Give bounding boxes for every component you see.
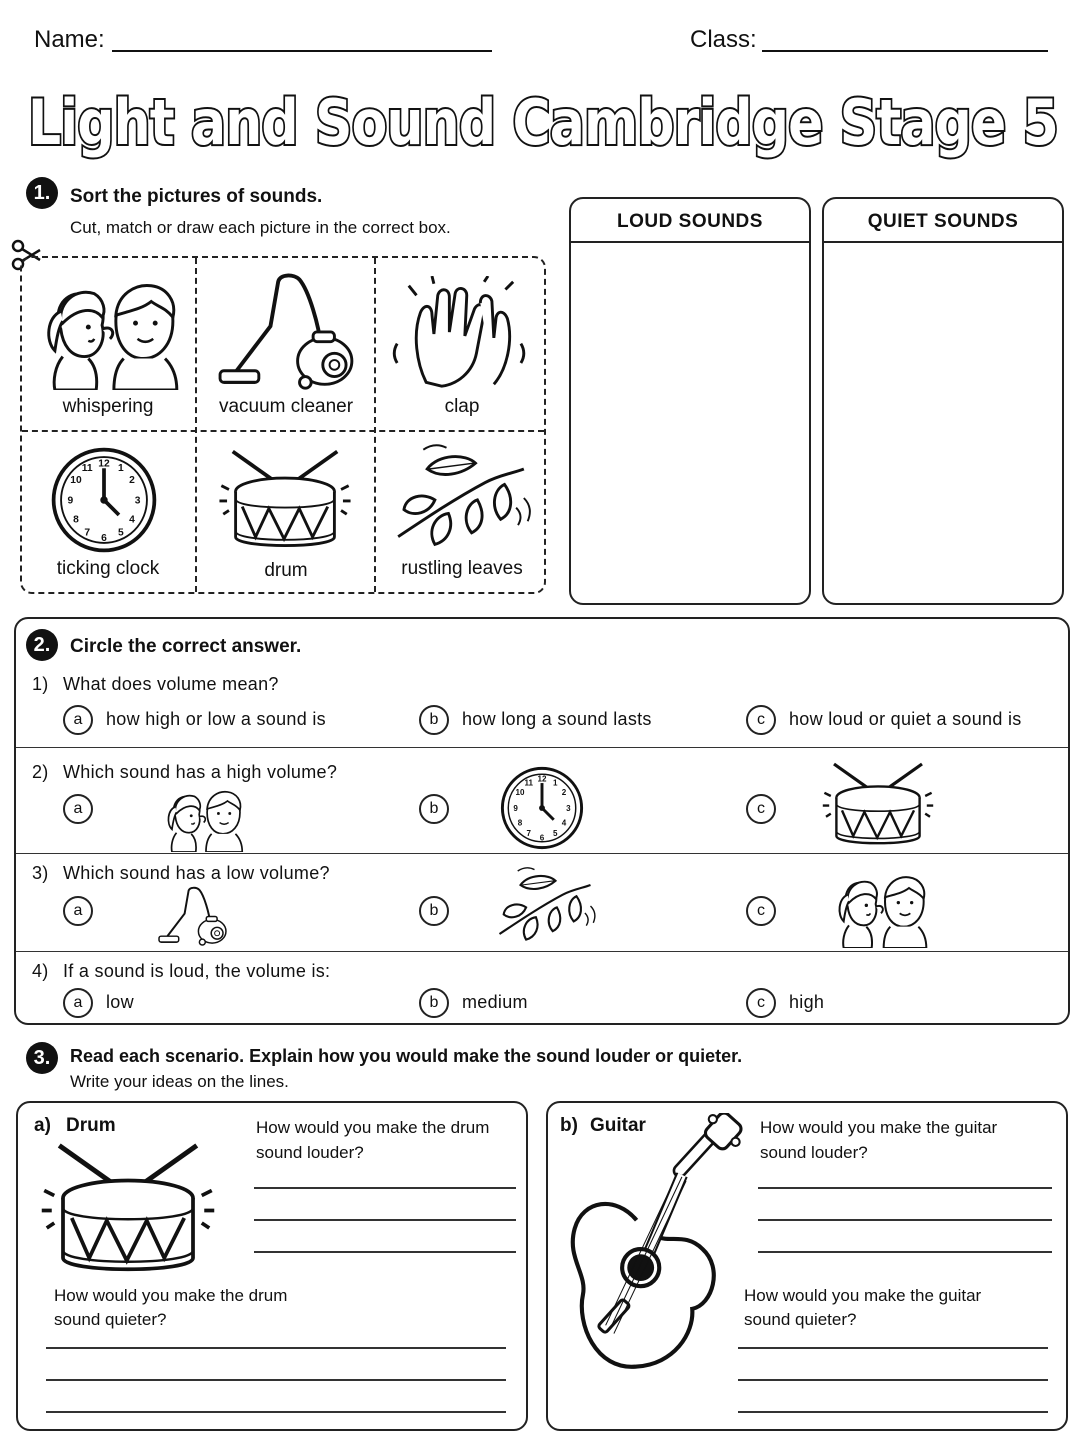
q2-option-c[interactable]: c	[746, 794, 776, 824]
guitar-quieter-line-2[interactable]	[738, 1379, 1048, 1381]
name-label: Name:	[34, 26, 105, 53]
q1-number: 1)	[32, 674, 49, 694]
picture-label-vacuum-cleaner: vacuum cleaner	[218, 396, 354, 417]
q4-text: If a sound is loud, the volume is:	[63, 961, 331, 981]
drum-label: a)	[34, 1115, 51, 1136]
class-label: Class:	[690, 26, 757, 53]
drum-title: Drum	[66, 1115, 116, 1136]
q4-option-a-text[interactable]: low	[106, 992, 134, 1012]
drum-louder-line-1[interactable]	[254, 1187, 516, 1189]
class-write-line[interactable]	[762, 50, 1048, 52]
drum-louder-question-2: sound louder?	[256, 1143, 364, 1162]
rustling-leaves-icon[interactable]	[386, 440, 536, 556]
picture-label-whispering: whispering	[62, 396, 154, 417]
q4-option-c[interactable]: c	[746, 988, 776, 1018]
guitar-louder-line-2[interactable]	[758, 1219, 1052, 1221]
quiet-sounds-box[interactable]	[822, 197, 1064, 605]
drum-louder-question-1: How would you make the drum	[256, 1118, 490, 1137]
picture-label-ticking-clock: ticking clock	[56, 558, 160, 579]
whispering-icon[interactable]	[824, 868, 934, 948]
q1-option-a[interactable]: a	[63, 705, 93, 735]
page-title	[0, 62, 1086, 174]
guitar-quieter-line-1[interactable]	[738, 1347, 1048, 1349]
drum-quieter-line-2[interactable]	[46, 1379, 506, 1381]
section3-subtitle: Write your ideas on the lines.	[70, 1072, 289, 1091]
guitar-quieter-line-3[interactable]	[738, 1411, 1048, 1413]
q3-number: 3)	[32, 863, 49, 883]
guitar-louder-line-1[interactable]	[758, 1187, 1052, 1189]
q2-option-b[interactable]: b	[419, 794, 449, 824]
drum-louder-line-2[interactable]	[254, 1219, 516, 1221]
q2-number: 2)	[32, 762, 49, 782]
section3-title: Read each scenario. Explain how you would make the sound louder or quieter.	[70, 1046, 743, 1066]
drum-icon[interactable]	[816, 756, 940, 852]
drum-quieter-line-3[interactable]	[46, 1411, 506, 1413]
section2-title: Circle the correct answer.	[70, 636, 302, 657]
section1-badge: 1.	[26, 177, 58, 209]
q2-option-a[interactable]: a	[63, 794, 93, 824]
cut-out-pictures-grid	[20, 256, 546, 594]
q3-option-a[interactable]: a	[63, 896, 93, 926]
q1-option-c[interactable]: c	[746, 705, 776, 735]
guitar-louder-question-2: sound louder?	[760, 1143, 868, 1162]
drum-quieter-line-1[interactable]	[46, 1347, 506, 1349]
q1-option-b-text[interactable]: how long a sound lasts	[462, 709, 652, 729]
whispering-icon[interactable]	[32, 272, 182, 390]
section1-subtitle: Cut, match or draw each picture in the correct box.	[70, 218, 451, 237]
guitar-louder-question-1: How would you make the guitar	[760, 1118, 998, 1137]
section1-title: Sort the pictures of sounds.	[70, 186, 323, 207]
guitar-scenario-panel	[546, 1101, 1068, 1431]
q4-option-b[interactable]: b	[419, 988, 449, 1018]
clock-icon[interactable]	[498, 764, 586, 852]
q1-option-c-text[interactable]: how loud or quiet a sound is	[789, 709, 1022, 729]
whispering-icon[interactable]	[152, 784, 252, 852]
section2-badge: 2.	[26, 629, 58, 661]
guitar-quieter-question-2: sound quieter?	[744, 1310, 857, 1329]
picture-label-clap: clap	[444, 396, 480, 417]
q1-option-a-text[interactable]: how high or low a sound is	[106, 709, 326, 729]
guitar-louder-line-3[interactable]	[758, 1251, 1052, 1253]
q4-number: 4)	[32, 961, 49, 981]
guitar-title: Guitar	[590, 1115, 646, 1136]
q1-option-b[interactable]: b	[419, 705, 449, 735]
picture-label-drum: drum	[264, 560, 308, 581]
picture-label-rustling-leaves: rustling leaves	[401, 558, 523, 579]
q4-option-a[interactable]: a	[63, 988, 93, 1018]
title-text: Light and Sound Cambridge Stage 5	[28, 86, 1058, 159]
drum-scenario-panel	[16, 1101, 528, 1431]
q4-option-b-text[interactable]: medium	[462, 992, 528, 1012]
guitar-label: b)	[560, 1115, 578, 1136]
vacuum-cleaner-icon[interactable]	[210, 268, 360, 394]
section3-badge: 3.	[26, 1042, 58, 1074]
drum-louder-line-3[interactable]	[254, 1251, 516, 1253]
q3-text: Which sound has a low volume?	[63, 863, 330, 883]
drum-icon	[28, 1133, 228, 1283]
leaves-icon[interactable]	[490, 864, 600, 948]
quiet-sounds-heading: QUIET SOUNDS	[824, 199, 1062, 243]
q2-text: Which sound has a high volume?	[63, 762, 338, 782]
q1-text: What does volume mean?	[63, 674, 279, 694]
q3-option-b[interactable]: b	[419, 896, 449, 926]
q4-option-c-text[interactable]: high	[789, 992, 825, 1012]
drum-icon[interactable]	[210, 442, 360, 556]
guitar-icon	[556, 1113, 746, 1381]
q3-option-c[interactable]: c	[746, 896, 776, 926]
loud-sounds-heading: LOUD SOUNDS	[571, 199, 809, 243]
loud-sounds-box[interactable]	[569, 197, 811, 605]
guitar-quieter-question-1: How would you make the guitar	[744, 1286, 982, 1305]
drum-quieter-question-1: How would you make the drum	[54, 1286, 288, 1305]
drum-quieter-question-2: sound quieter?	[54, 1310, 167, 1329]
name-write-line[interactable]	[112, 50, 492, 52]
ticking-clock-icon[interactable]	[48, 444, 160, 556]
vacuum-icon[interactable]	[140, 884, 244, 948]
clap-icon[interactable]	[386, 276, 534, 392]
